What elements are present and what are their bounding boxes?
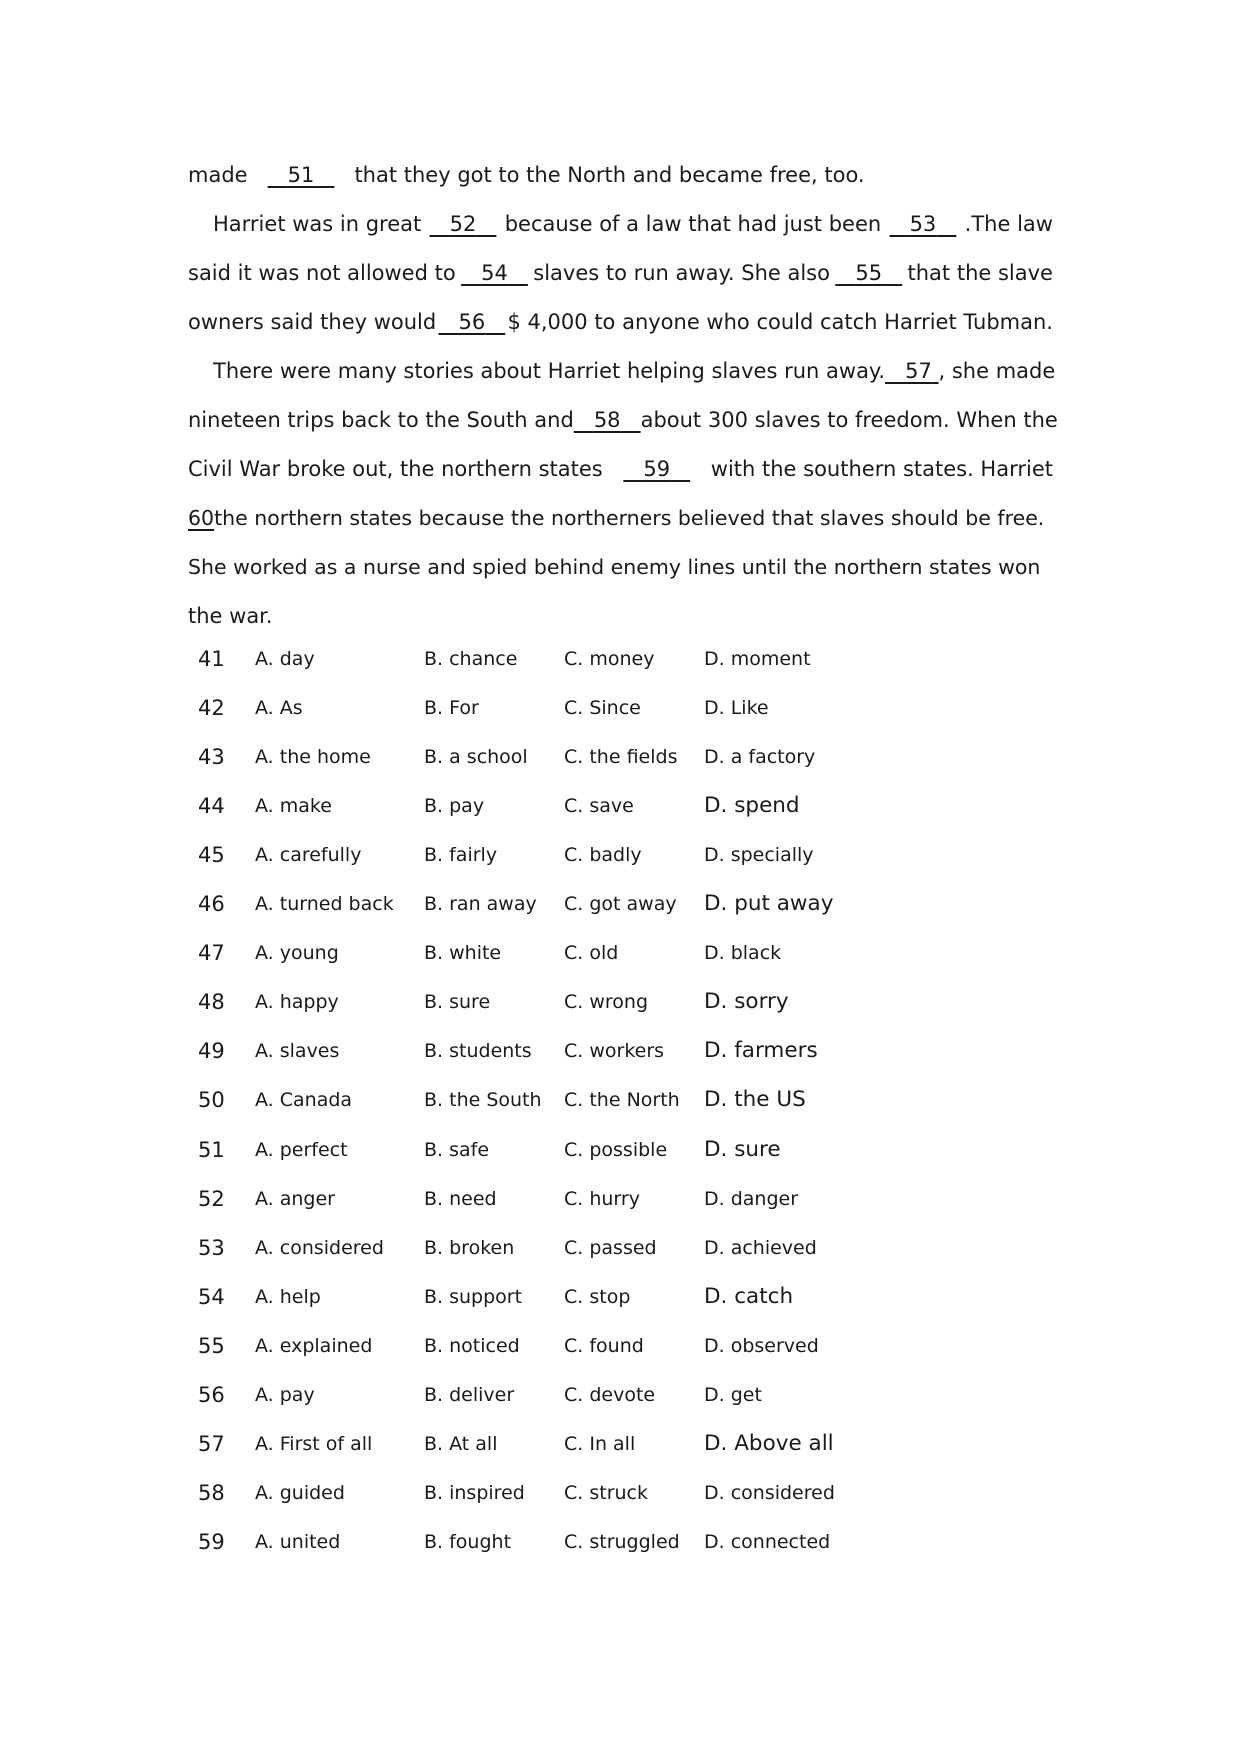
option-d: D. sorry <box>704 989 789 1015</box>
option-c: C. money <box>564 648 655 670</box>
blank-51: 51 <box>287 163 315 187</box>
option-c: C. possible <box>564 1138 668 1161</box>
option-b: B. students <box>424 1040 532 1063</box>
option-d: D. catch <box>704 1283 794 1309</box>
passage-text: that the slave <box>907 261 1053 285</box>
passage-text: said it was not allowed to <box>188 261 456 285</box>
blank-58: 58 <box>593 408 621 432</box>
option-b: B. white <box>424 942 502 965</box>
question-number: 44 <box>198 794 225 819</box>
option-b: B. noticed <box>424 1334 520 1357</box>
option-a: A. Canada <box>255 1089 353 1112</box>
question-number: 51 <box>198 1137 225 1162</box>
question-number: 48 <box>198 990 225 1015</box>
question-number: 54 <box>198 1284 225 1309</box>
passage-text: made <box>188 163 248 187</box>
option-c: C. got away <box>564 893 677 916</box>
option-d: D. spend <box>704 793 800 819</box>
option-c: C. save <box>564 795 634 818</box>
passage-line-7 <box>188 454 1053 484</box>
option-a: A. carefully <box>255 844 362 867</box>
option-b: B. At all <box>424 1432 498 1455</box>
option-b: B. need <box>424 1187 497 1210</box>
passage-text: the war. <box>188 604 273 628</box>
option-a: A. considered <box>255 1236 384 1259</box>
option-row <box>188 1185 948 1213</box>
question-number: 41 <box>198 647 225 671</box>
option-d: D. connected <box>704 1530 831 1553</box>
passage-text: owners said they would <box>188 310 437 334</box>
option-b: B. safe <box>424 1138 490 1161</box>
option-a: A. guided <box>255 1481 345 1504</box>
option-row <box>188 1037 948 1065</box>
option-a: A. day <box>255 648 315 670</box>
option-a: A. the home <box>255 746 371 769</box>
question-number: 50 <box>198 1088 225 1113</box>
option-row <box>188 1381 948 1409</box>
passage-line-5 <box>213 356 1056 386</box>
passage-line-6 <box>188 405 1058 435</box>
option-d: D. specially <box>704 844 814 867</box>
passage-text: There were many stories about Harriet helping slaves run away. <box>213 359 886 383</box>
option-c: C. the North <box>564 1089 680 1112</box>
passage-text: $ 4,000 to anyone who could catch Harriet Tubman. <box>507 310 1053 334</box>
option-d: D. farmers <box>704 1038 818 1064</box>
option-a: A. happy <box>255 991 339 1014</box>
option-c: C. the fields <box>564 746 678 769</box>
option-row <box>188 743 948 771</box>
passage-text: because of a law that had just been <box>504 212 882 236</box>
option-b: B. broken <box>424 1236 515 1259</box>
option-c: C. In all <box>564 1432 636 1455</box>
question-number: 52 <box>198 1186 225 1211</box>
option-d: D. Like <box>704 697 769 720</box>
option-c: C. Since <box>564 697 641 720</box>
passage-line-10 <box>188 601 1053 631</box>
option-row <box>188 890 948 918</box>
option-d: D. sure <box>704 1136 781 1162</box>
option-a: A. perfect <box>255 1138 348 1161</box>
option-row <box>188 1430 948 1458</box>
option-c: C. devote <box>564 1383 656 1406</box>
option-b: B. the South <box>424 1089 542 1112</box>
option-b: B. sure <box>424 991 491 1014</box>
option-row <box>188 694 948 722</box>
passage-text: nineteen trips back to the South and <box>188 408 574 432</box>
option-c: C. workers <box>564 1040 665 1063</box>
option-row <box>188 792 948 820</box>
passage-line-2 <box>213 209 1053 239</box>
option-b: B. fought <box>424 1530 512 1553</box>
option-row <box>188 1234 948 1262</box>
option-a: A. anger <box>255 1187 335 1210</box>
question-number: 57 <box>198 1431 225 1456</box>
option-d: D. black <box>704 942 782 965</box>
option-d: D. Above all <box>704 1430 834 1456</box>
question-number: 59 <box>198 1529 225 1554</box>
option-a: A. First of all <box>255 1432 373 1455</box>
option-d: D. considered <box>704 1481 835 1504</box>
passage-text: the northern states because the northerners believed that slaves should be free. <box>214 506 1045 530</box>
option-a: A. pay <box>255 1383 315 1406</box>
option-row <box>188 1283 948 1311</box>
option-c: C. stop <box>564 1285 631 1308</box>
option-c: C. struck <box>564 1481 648 1504</box>
option-a: A. slaves <box>255 1040 340 1063</box>
option-a: A. As <box>255 697 303 720</box>
option-d: D. achieved <box>704 1236 817 1259</box>
passage-text: that they got to the North and became free, too. <box>354 163 865 187</box>
passage-line-9 <box>188 552 1053 582</box>
option-row <box>188 1136 948 1164</box>
option-d: D. get <box>704 1383 762 1406</box>
option-c: C. old <box>564 942 619 965</box>
passage-text: .The law <box>964 212 1053 236</box>
option-d: D. put away <box>704 891 834 917</box>
question-number: 43 <box>198 745 225 770</box>
question-number: 56 <box>198 1382 225 1407</box>
option-row <box>188 939 948 967</box>
option-b: B. a school <box>424 746 528 769</box>
blank-52: 52 <box>449 212 477 236</box>
passage-text: , she made <box>938 359 1056 383</box>
option-b: B. ran away <box>424 893 537 916</box>
option-b: B. For <box>424 697 479 720</box>
option-a: A. explained <box>255 1334 373 1357</box>
blank-56: 56 <box>458 310 486 334</box>
option-row <box>188 1086 948 1114</box>
option-b: B. deliver <box>424 1383 515 1406</box>
passage-text: about 300 slaves to freedom. When the <box>640 408 1058 432</box>
option-d: D. the US <box>704 1087 806 1113</box>
option-c: C. hurry <box>564 1187 640 1210</box>
question-number: 46 <box>198 892 225 917</box>
option-b: B. support <box>424 1285 523 1308</box>
passage-line-4 <box>188 307 1053 337</box>
blank-53: 53 <box>909 212 937 236</box>
passage-text: Harriet was in great <box>213 212 422 236</box>
passage-line-1 <box>188 160 1053 190</box>
option-c: C. wrong <box>564 991 649 1014</box>
question-number: 53 <box>198 1235 225 1260</box>
option-b: B. fairly <box>424 844 498 867</box>
option-a: A. united <box>255 1530 341 1553</box>
question-number: 55 <box>198 1333 225 1358</box>
option-c: C. badly <box>564 844 642 867</box>
option-row <box>188 841 948 869</box>
option-a: A. help <box>255 1285 321 1308</box>
blank-60: 60 <box>188 506 215 530</box>
passage-text: Civil War broke out, the northern states <box>188 457 603 481</box>
passage-text: with the southern states. Harriet <box>710 457 1053 481</box>
option-row <box>188 988 948 1016</box>
passage-line-8 <box>188 503 1053 533</box>
option-row <box>188 1528 948 1556</box>
option-d: D. moment <box>704 648 811 670</box>
option-d: D. observed <box>704 1334 819 1357</box>
question-number: 42 <box>198 696 225 721</box>
blank-57: 57 <box>905 359 932 383</box>
option-b: B. chance <box>424 648 518 670</box>
option-row <box>188 645 948 673</box>
blank-55: 55 <box>855 261 883 285</box>
question-number: 47 <box>198 941 225 966</box>
option-a: A. turned back <box>255 893 394 916</box>
blank-59: 59 <box>643 457 671 481</box>
question-number: 58 <box>198 1480 225 1505</box>
passage-text: She worked as a nurse and spied behind enemy lines until the northern states won <box>188 555 1041 579</box>
option-d: D. danger <box>704 1187 799 1210</box>
option-row <box>188 1479 948 1507</box>
option-a: A. young <box>255 942 339 965</box>
passage-text: slaves to run away. She also <box>533 261 830 285</box>
option-a: A. make <box>255 795 332 818</box>
question-number: 49 <box>198 1039 225 1064</box>
passage-line-3 <box>188 258 1053 288</box>
question-number: 45 <box>198 843 225 868</box>
option-c: C. passed <box>564 1236 657 1259</box>
blank-54: 54 <box>481 261 508 285</box>
option-b: B. pay <box>424 795 485 818</box>
option-row <box>188 1332 948 1360</box>
option-c: C. struggled <box>564 1530 680 1553</box>
option-d: D. a factory <box>704 746 816 769</box>
option-c: C. found <box>564 1334 644 1357</box>
option-b: B. inspired <box>424 1481 525 1504</box>
